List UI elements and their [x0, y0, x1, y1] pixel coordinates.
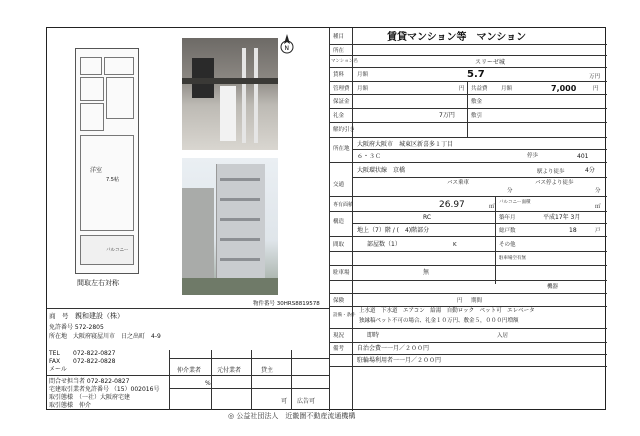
area-value: 26.97	[439, 200, 465, 210]
property-number: 物件番号 30HRS8819578	[253, 301, 320, 307]
label-area: 専有面積	[333, 202, 354, 208]
broker-name: 親和建設（株）	[75, 312, 124, 320]
label-parking: 駐車場	[333, 270, 350, 276]
label-mgmt: 管理費	[333, 86, 350, 92]
label-madori: 間取	[333, 242, 345, 248]
role-source: 元付業者	[217, 367, 242, 374]
fee-pct: %	[205, 380, 211, 387]
broker-fax-label: FAX	[49, 358, 61, 365]
label-address: 所在	[333, 48, 345, 54]
reikin-value: 7万円	[439, 112, 455, 119]
parking-avail: 駐車場空有無	[499, 256, 526, 261]
label-reikin: 礼金	[333, 113, 345, 119]
balcony-label: バルコニー	[106, 248, 129, 253]
stop-min: 分	[595, 188, 601, 194]
broker-name-label: 商 号	[49, 312, 69, 320]
struct-value: RC	[423, 214, 432, 221]
property-sheet	[46, 27, 606, 410]
room-label: 洋室	[90, 167, 103, 174]
walk-label: 駅より徒歩	[537, 169, 565, 175]
rent-unit: 万円	[589, 74, 601, 80]
area-unit: ㎡	[489, 204, 495, 210]
label-occupancy: 入居	[497, 333, 509, 339]
rent-unit-label: 月額	[357, 72, 369, 78]
label-deposit: 保証金	[333, 99, 350, 105]
label-common: 共益費	[471, 86, 488, 92]
label-shikiken: 敷金	[471, 99, 483, 105]
bus-min: 分	[507, 188, 513, 194]
parking-yen: 円	[457, 298, 463, 304]
role-agent: 仲介業者	[177, 367, 202, 374]
broker-tel[interactable]: 072-822-0827	[73, 350, 116, 357]
floors-value: 地上（7）階 / ( 4)階部分	[357, 227, 430, 234]
label-insurance: 保険	[333, 298, 345, 304]
label-location: 所在地	[333, 146, 350, 152]
units-value: 18	[569, 227, 577, 234]
label-struct: 構造	[333, 219, 345, 225]
plan-caption: 間取左右対称	[77, 279, 119, 287]
station-code-label: 停歩	[527, 153, 539, 159]
mgmt-yen: 円	[459, 86, 465, 92]
label-transport: 交通	[333, 182, 345, 188]
bus-label: バス乗車	[447, 180, 470, 186]
label-rent: 賃料	[333, 72, 345, 78]
room-size: 7.5帖	[106, 177, 119, 183]
label-equip: 設備・条件	[333, 313, 356, 318]
label-conditions: 現況	[333, 333, 345, 339]
property-address: 大阪府大阪市 城東区新喜多１丁目	[357, 141, 454, 148]
note-insurance: 駐輪場利用者一一月／２００円	[357, 357, 442, 364]
svg-text:N: N	[284, 45, 289, 52]
broker-contact: 問合せ担当者 072-822-0827	[49, 378, 130, 385]
north-arrow-icon	[279, 34, 295, 56]
role-owner: 貸主	[261, 367, 274, 374]
common-yen: 円	[593, 86, 599, 92]
rooms-value: 部屋数（1）	[367, 241, 401, 248]
label-note: 備考	[333, 346, 345, 352]
common-fee: 7,000	[551, 84, 577, 93]
other-label: その他	[499, 242, 516, 248]
label-period: 期間	[471, 298, 483, 304]
common-unit: 月額	[501, 86, 513, 92]
move-in: 即時	[367, 332, 380, 339]
bus-stop-label: バス停より徒歩	[535, 180, 574, 186]
ad-yes: 可	[281, 398, 288, 405]
building-photo	[182, 158, 278, 295]
label-name: マンション名	[331, 59, 358, 64]
units-unit: 戸	[595, 228, 601, 234]
label-units: 総戸数	[499, 228, 516, 234]
sheet-title: 賃貸マンション等 マンション	[387, 32, 527, 43]
label-year: 築年月	[499, 215, 516, 221]
broker-footer-note: 取引態様 仲介	[49, 402, 92, 409]
broker-reg: 宅建取引業者免許番号 （15）002016号	[49, 386, 160, 393]
madori-value: ６・３Ｃ	[357, 153, 382, 160]
broker-license: 免許番号 572-2805	[49, 324, 104, 331]
interior-photo	[182, 38, 278, 150]
property-name: スリーゼ城	[475, 59, 505, 66]
broker-mail-label: メール	[49, 366, 67, 373]
floor-plan	[75, 48, 139, 274]
equipment-notes: 上水道 下水道 エアコン 給湯 自動ロック ペット可 エレベータ	[359, 308, 535, 314]
broker-assoc: 取引態様 （一社）大阪府宅建	[49, 394, 131, 401]
footer-org: ◎ 公益社団法人 近畿圏不動産流通機構	[228, 412, 356, 420]
mgmt-unit: 月額	[357, 86, 369, 92]
balcony-unit: ㎡	[595, 204, 601, 210]
equipment-notes-2: 独縁稿ペット不可の場合、礼金１０万円、敷金５，０００円増額	[359, 318, 519, 324]
label-keyfee: 敷引	[471, 113, 483, 119]
ad-allowed: 広告可	[297, 398, 316, 405]
station-code: 401	[577, 153, 589, 160]
built-value: 平成17年 3月	[543, 214, 581, 221]
walk-time: 4分	[585, 167, 595, 174]
note-update: 自治会費一一月／２００円	[357, 345, 430, 352]
parking-value: 無	[423, 269, 430, 276]
broker-fax: 072-822-0828	[73, 358, 116, 365]
label-kubun: 種目	[333, 34, 345, 40]
label-cancel: 解約引き	[333, 127, 356, 133]
station-name: 大阪環状線 京橋	[357, 167, 406, 174]
rent-value: 5.7	[467, 69, 485, 80]
rooms-unit: K	[453, 242, 457, 248]
machine-label: 機器	[547, 284, 559, 290]
broker-address: 所在地 大阪府寝屋川市 日之出町 4-9	[49, 333, 161, 340]
broker-tel-label: TEL	[49, 350, 60, 357]
balcony-label: バルコニー面積	[499, 200, 531, 205]
